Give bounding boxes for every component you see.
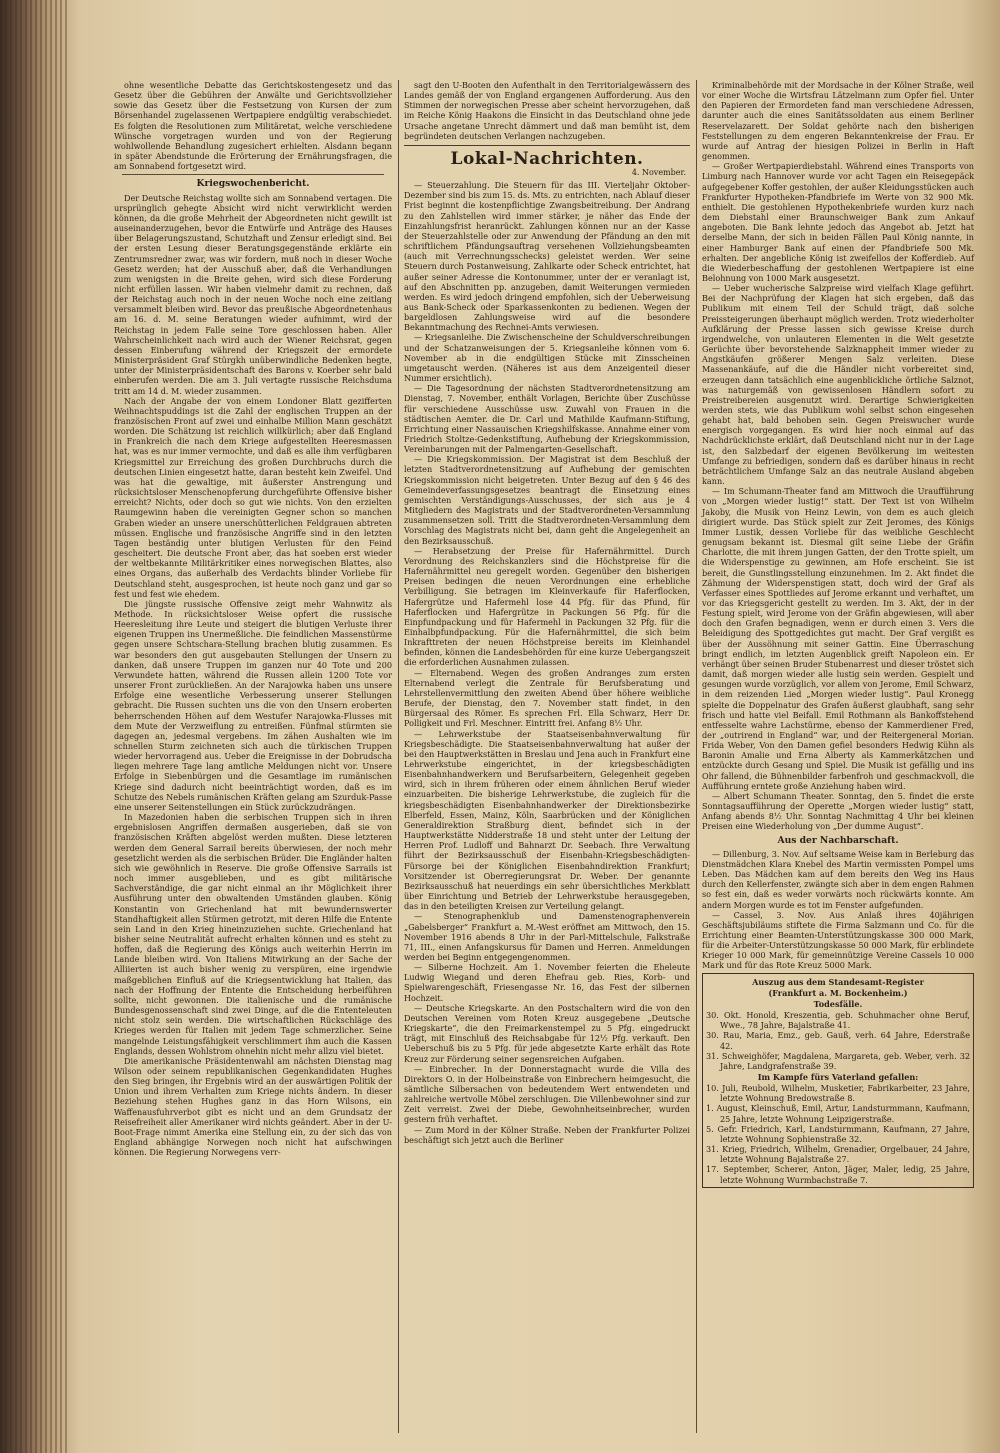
news-item: — Cassel, 3. Nov. Aus Anlaß ihres 40jährigen Geschäftsjubiläums stiftete die Firma Salzmann und Co. für die Errichtung einer Beamten-Unterstützungskasse 300 000 Mark, für die Arbeiter-Unterstützungskasse 50 000 Mark, für erblindete Krieger 10 000 Mark, für gemeinnützige Vereine Cassels 10 000 Mark und für das Rote Kreuz 5000 Mark. xyxy=(702,909,974,971)
registry-entry: 31. Schweighöfer, Magdalena, Margareta, geb. Weber, verh. 32 Jahre, Landgrafenstraße 39. xyxy=(706,1050,970,1071)
book-binding-edge xyxy=(0,0,70,1453)
news-item: — Steuerzahlung. Die Steuern für das III. Vierteljahr Oktober-Dezember sind bis zum 15. ds. Mts. zu entrichten, nach Ablauf dieser Frist beginnt die kostenpflichtige Zwangsbeitreibung. Der Andrang zu den Zahlstellen wird immer stärker, je näher das Ende der Einzahlungsfrist heranrückt. Zahlungen können nur an der Kasse der Steuerzahlstelle oder zur Anwendung der Pfändung an den mit schriftlichem Pfändungsauftrag versehenen Vollziehungsbeamten (auch mit Verrechnungsschecks) geleistet werden. Wer seine Steuern durch Postanweisung, Zahlkarte oder Scheck entrichtet, hat außer seiner Adresse die Kontonummer, unter der er veranlagt ist, auf den Abschnitten pp. anzugeben, damit Weiterungen vermieden werden. Es wird jedoch dringend empfohlen, sich der Ueberweisung aus Bank-Scheck oder Sparkassenkonten zu bedienen. Wegen der bargeldlosen Zahlungsweise wird auf die besondere Bekanntmachung des Rechnei-Amts verwiesen. xyxy=(404,180,690,333)
column-middle xyxy=(398,80,696,1431)
registry-entry: 31. Krieg, Friedrich, Wilhelm, Grenadier, Orgelbauer, 24 Jahre, letzte Wohnung Bajalstraße 27. xyxy=(706,1144,970,1165)
news-item: — Großer Wertpapierdiebstahl. Während eines Transports von Limburg nach Hannover wurde vor acht Tagen ein Reisegepäck aufgegebener Koffer gestohlen, der außer Kleidungsstücken auch Frankfurter Hypotheken-Pfandbriefe im Werte von 32 900 Mk. enthielt. Die gestohlenen Hypothekenbriefe wurden kurz nach dem Diebstahl einer Braunschweiger Bank zum Ankauf angeboten. Die Bank lehnte jedoch das Angebot ab. Jetzt hat derselbe Mann, der sich in beiden Fällen Paul König nannte, in einer Hamburger Bank auf einen der Pfandbriefe 500 Mk. erhalten. Der angebliche König ist zweifellos der Kofferdieb. Auf die Wiederbeschaffung der gestohlenen Wertpapiere ist eine Belohnung von 1000 Mark ausgesetzt. xyxy=(702,161,974,283)
article-paragraph: Die amerikanische Präsidentenwahl am nächsten Dienstag mag Wilson oder seinem republikanischen Gegenkandidaten Hughes den Sieg bringen, ihr Ergebnis wird an der auswärtigen Politik der Union und ihrem Verhalten zum Kriege nichts ändern. In dieser Beziehung stehen Hughes ganz in das Horn Wilsons, ein Waffenausfuhrverbot gibt es nicht und an dem Grundsatz der Reisefreiheit aller Amerikaner wird nichts geändert. Aber in der U-Boot-Frage nimmt Amerika eine Stellung ein, zu der sich das von England abhängige Norwegen noch nicht hat aufschwingen können. Die Regierung Norwegens verr- xyxy=(114,1055,392,1158)
news-item: — Stenographenklub und Damenstenographenverein „Gabelsberger“ Frankfurt a. M.-West eröffnet am Mittwoch, den 15. November 1916 abends 8 Uhr in der Parl-Mittelschule, Falkstraße 71, III., einen Anfangskursus für Damen und Herren. Anmeldungen werden bei Beginn entgegengenommen. xyxy=(404,911,690,962)
intro-paragraph: ohne wesentliche Debatte das Gerichtskostengesetz und das Gesetz über die Gebühren der Anwälte und Gerichtsvollzieher sowie das Gesetz über die Festsetzung von Kursen der zum Börsenhandel zugelassenen Wertpapiere endgültig verabschiedet. Es folgten die Resolutionen zum Militäretat, welche verschiedene Wünsche vorgetragen wurden und von der Regierung wohlwollende Behandlung zugesichert erhielten. Alsdann begann in später Abendstunde die Erörterung der Ernährungsfragen, die am Sonnabend fortgesetzt wird. xyxy=(114,80,392,172)
news-item: — Im Schumann-Theater fand am Mittwoch die Uraufführung von „Morgen wieder lustig!“ statt. Der Text ist von Wilhelm Jakoby, die Musik von Heinz Lewin, von dem es auch gleich dirigiert wurde. Das Stück spielt zur Zeit Jeromes, des Königs Immer Lustik, dessen Vorliebe für das weibliche Geschlecht genugsam bekannt ist. Diesmal gilt seine Liebe der Gräfin Charlotte, die mit ihrem jungen Gatten, der den Trotte spielt, um die Widerspenstige zu gewinnen, am Hofe erscheint. Sie ist bereit, die Gunstlingsstellung einzunehmen. Im 2. Akt findet die Zähmung der Widerspenstigen statt, doch wird der Graf als Verfasser eines Spottliedes auf Jerome erkannt und verhaftet, um vor das Kriegsgericht gestellt zu werden. Im 3. Akt, der in der Festung spielt, wird Jerome von der Gräfin abgewiesen, will aber doch den Grafen begnadigen, wenn er durch einen 3. Vers die Beleidigung des Spottgedichtes gut macht. Der Graf vergißt es über der Aussöhnung mit seiner Gattin. Eine Überraschung bringt endlich, im letzten Augenblick greift Napoleon ein. Er verhängt über seinen Bruder Stubenarrest und dieser tröstet sich damit, daß morgen wieder alle lustig sein werden. Gespielt und gesungen wurde vorzüglich, vor allem von Jerome, Emil Schwarz, in dem reizenden Lied „Morgen wieder lustig“. Paul Kronegg spielte die Doppelnatur des Grafen äußerst glaubhaft, sang sehr frisch und hatte viel Beifall. Emil Rothmann als Bankoffstehend entfesselte wahre Lachstürme, ebenso der Kammerdiener Fred, der „outrirend in England“ war, und der Reitergeneral Morian. Frida Weber, Von den Damen gefiel besonders Hedwig Kühn als Baronin Amalie und Erna Alberty als Kammerkätzchen und entzückte durch Gesang und Spiel. Die Musik ist gefällig und ins Ohr fallend, die Bühnenbilder farbenfroh und geschmackvoll, die Aufführung erntete große Anziehung haben wird. xyxy=(702,486,974,791)
news-item: — Herabsetzung der Preise für Hafernährmittel. Durch Verordnung des Reichskanzlers sind die Höchstpreise für die Hafernährmittel neu geregelt worden. Gegenüber den bisherigen Preisen bedingen die neuen Verordnungen eine erhebliche Verbilligung. Sie betragen im Kleinverkaufe für Haferflocken, Hafergrütze und Hafermehl lose 44 Pfg. für das Pfund, für Haferflocken und Hafergrütze in Packungen 56 Pfg. für die Einpfundpackung und für Hafermehl in Packungen 32 Pfg. für die Einhalbpfundpackung. Für die Hafernährmittel, die sich beim Inkrafttreten der neuen Höchstpreise bereits im Kleinhandel befinden, können die Landesbehörden für eine kurze Uebergangszeit die erforderlichen Ausnahmen zulassen. xyxy=(404,545,690,668)
dateline: 4. November. xyxy=(631,167,686,177)
article-paragraph: Nach der Angabe der von einem Londoner Blatt gezifferten Weihnachtspuddings ist die Zahl der englischen Truppen an der französischen Front auf zwei und einhalbe Million Mann geschätzt worden. Die Schätzung ist reichlich willkürlich; aber daß England in Frankreich die nach dem Kriege aufgestellten Heeresmassen hat, was es nur immer vermochte, und daß es alle ihm verfügbaren Kriegsmittel zur Erreichung des großen Durchbruchs durch die deutschen Linien eingesetzt hatte, daran besteht kein Zweifel. Und was hat die gewaltige, mit äußerster Anstrengung und rücksichtsloser Menschenopferung durchgeführte Offensive bisher erreicht? Nichts, oder doch so gut wie nichts. Von den erzielten Raumgewinn haben die vereinigten Gegner schon so manchen Graben wieder an unsere unerschütterlichen Feldgrauen abtreten müssen. Englische und französische Angriffe sind in den letzten Tagen beständig unter blutigen Verlusten für den Feind gescheitert. Die deutsche Front aber, das hat soeben erst wieder der weltbekannte Militärkritiker eines norwegischen Blattes, also eines Organs, das außerhalb des Verdachts blinder Vorliebe für Deutschland steht, ausgesprochen, ist heute noch ganz und gar so fest und fest wie ehedem. xyxy=(114,395,392,599)
article-paragraph: In Mazedonien haben die serbischen Truppen sich in ihren ergebnislosen Angriffen dermaßen ausgerieben, daß sie von französischen Kräften abgelöst werden mußten. Diese letzteren werden dem General Sarrail bereits überwiesen, der noch mehr gesetzlicht werden als die serbischen Brüder. Die Engländer halten sich wie gewöhnlich in Reserve. Die große Offensive Sarrails ist noch immer ausgeblieben, und es gibt militärische Sachverständige, die gar nicht einmal an ihr Möglichkeit ihrer Ausführung unter den obwaltenden Umständen glauben. König Konstantin von Griechenland hat mit bewundernswerter Standhaftigkeit allen Stürmen getrotzt, mit deren Hilfe die Entente sein Land in den Krieg hineinzuziehen suchte. Griechenland hat bisher seine Neutralität aufrecht erhalten können und es steht zu hoffen, daß die Regierung des Königs auch weiterhin Herrin im Lande bleiben wird. Von Italiens Mitwirkung an der Sache der Alliierten ist auch bisher wenig zu verspüren, eine irgendwie maßgeblichen Einfluß auf die Kriegsentwicklung hat Italien, das nach der Hoffnung der Entente die Entscheidung herbeiführen sollte, nicht gewonnen. Die italienische und die rumänische Bundesgenossenschaft sind zwei Dinge, auf die die Ententeleuten nicht stolz sein werden. Die wirtschaftlichen Rückschläge des Krieges werden für Italien mit jedem Tage schmerzlicher. Seine mangelnde Leistungsfähigkeit verschlimmert ihm auch die Kassen Englands, dessen Wohlstrom ohnehin nicht mehr allzu viel bietet. xyxy=(114,812,392,1056)
news-item: — Albert Schumann Theater. Sonntag, den 5. findet die erste Sonntagsaufführung der Operette „Morgen wieder lustig“ statt, Anfang abends 8½ Uhr. Sonntag Nachmittag 4 Uhr bei kleinen Preisen eine Wiederholung von „Der dumme August“. xyxy=(702,790,974,832)
registry-section-deaths: Todesfälle. xyxy=(813,998,863,1009)
registry-title: Auszug aus dem Standesamt-Register xyxy=(752,976,924,987)
article-paragraph: Die jüngste russische Offensive zeigt mehr Wahnwitz als Methode. In rücksichtsloser Weise opfert die russische Heeresleitung ihre Leute und steigert die blutigen Verluste ihrer eigenen Truppen ins Unermeßliche. Die feindlichen Massenstürme gegen unsere Schtschara-Stellung brachen blutig zusammen. Es war besonders den gut ausgebauten Stellungen der Unsern zu danken, daß unsere Truppen im ganzen nur 40 Tote und 200 Verwundete hatten, während die Russen allein 1200 Tote vor unserer Front zurückließen. An der Narajowka haben uns unsere Erfolge eine wesentliche Verbesserung unserer Stellungen gebracht. Die Russen suchten uns die von den Unsern eroberten beherrschenden Höhen auf dem Westufer Narajowka-Flusses mit dem Mute der Verzweiflung zu entreißen. Fünfmal stürmten sie dagegen an, jedesmal vergebens. Im zähen Aushalten wie im schnellen Sturm zeichneten sich auch die türkischen Truppen wieder hervorragend aus. Ueber die Ereignisse in der Dobrudscha liegen mehrere Tage lang amtliche Meldungen nicht vor. Unsere Erfolge in Siebenbürgen und die Gesamtlage im rumänischen Kriege sind dadurch nicht beeinträchtigt worden, daß es im Schutze des Nebels rumänischen Kräften gelang am Szurduk-Passe eine unserer Seitenstellungen ein Stück zurückzudrängen. xyxy=(114,598,392,812)
news-item: — Zum Mord in der Kölner Straße. Neben der Frankfurter Polizei beschäftigt sich jetzt auch die Berliner xyxy=(404,1124,690,1145)
section-title-local-news: Lokal-Nachrichten. xyxy=(450,148,644,169)
section-divider xyxy=(122,174,384,175)
article-paragraph: sagt den U-Booten den Aufenthalt in den Territorialgewässern des Landes gemäß der von England ergangenen Aufforderung. Aus den Stimmen der norwegischen Presse aber scheint hervorzugehen, daß im Reiche König Haakons die Einsicht in das Deutschland ohne jede Ursache angetane Unrecht dämmert und daß man bemüht ist, dem begründeten deutschen Verlangen nachzugeben. xyxy=(404,80,690,141)
news-item: — Ueber wucherische Salzpreise wird vielfach Klage geführt. Bei der Nachprüfung der Klagen hat sich ergeben, daß das Publikum mit einem Teil der Schuld trägt, daß solche Preissteigerungen überhaupt möglich werden. Trotz wiederholter Aufklärung der Presse lassen sich gewisse Kreise durch irgendwelche, von unlauteren Elementen in die Welt gesetzte Gerüchte über bevorstehende Salzknappheit immer wieder zu Angstkäufen größerer Mengen Salz verleiten. Diese Massenankäufe, auf die die Händler nicht vorbereitet sind, erzeugen dann tatsächlich eine augenblickliche örtliche Salznot, was naturgemäß von gewissenlosen Händlern sofort zu Preistreibereien ausgenutzt wird. Derartige Schwierigkeiten werden stets, wie das Publikum wohl selbst schon eingesehen gehabt hat, bald behoben sein. Gegen Preiswucher wurde energisch vorgegangen. Es wird hier noch einmal auf das Nachdrücklichste erklärt, daß Deutschland nicht nur in der Lage ist, den Salzbedarf der eigenen Bevölkerung im weitesten Umfange zu befriedigen, sondern daß es darüber hinaus in recht beträchtlichem Umfange Salz an das neutrale Ausland abgeben kann. xyxy=(702,283,974,487)
news-item: — Die Tagesordnung der nächsten Stadtverordnetensitzung am Dienstag, 7. November, enthält Vorlagen, Berichte über Zuschüsse für verschiedene Ausschüsse usw. Zuwahl von Frauen in die städtischen Aemter. die Dr. Carl und Mathilde Kaufmann-Stiftung, Errichtung einer Nassauischen Kriegshilfskasse. Annahme einer vom Friedrich Stoltze-Gedenkstiftung, Aufhebung der Kriegskommission, Vereinbarungen mit der Palmengarten-Gesellschaft. xyxy=(404,383,690,455)
news-item: — Dillenburg, 3. Nov. Auf seltsame Weise kam in Berleburg das Dienstmädchen Klara Knebel des Martin vermissten Pompel ums Leben. Das Mädchen kam auf dem bereits den Weg ins Haus durch den Kellerfenster, zwängte sich aber in dem engen Rahmen so fest ein, daß es weder vorwärts noch rückwärts konnte. Am andern Morgen wurde es tot im Fenster aufgefunden. xyxy=(702,848,974,910)
registry-entry: 30. Okt. Honold, Kreszentia, geb. Schuhmacher ohne Beruf, Wwe., 78 Jahre, Bajalstraße 41. xyxy=(706,1010,970,1031)
registry-entry: 5. Gefr. Friedrich, Karl, Landsturmmann, Kaufmann, 27 Jahre, letzte Wohnung Sophienstraße 32. xyxy=(706,1123,970,1144)
article-paragraph: Der Deutsche Reichstag wollte sich am Sonnabend vertagen. Die ursprünglich gehegte Absicht wird nicht verwirklicht werden können, da die große Mehrheit der Abgeordneten nicht gewillt ist auseinanderzugehen, bevor die Entwürfe und Anträge des Hauses über Belagerungszustand, Schutzhaft und Zensur erledigt sind. Bei der ersten Lesung dieser Beratungsgegenstände erklärte ein Zentrumsredner zwar, was wir fordern, muß noch in dieser Woche Gesetz werden; hat der Ausschuß aber, daß die Verhandlungen zum wenigsten in die Breite gehen, wird sich diese Forderung nicht erfüllen lassen. Wir haben vielmehr damit zu rechnen, daß der Reichstag auch noch in der neuen Woche noch eine zeitlang versammelt bleiben wird. Bevor das preußische Abgeordnetenhaus am 16. d. M. seine Beratungen wieder aufnimmt, wird der Reichstag in jedem Falle seine Tore geschlossen haben. Aller Wahrscheinlichkeit nach wird auch der Wiener Reichsrat, gegen dessen Einberufung während der Kriegszeit der ermordete Ministerpräsident Graf Stürgkh unüberwindliche Bedenken hegte, unter der Ministerpräsidentschaft des Barons v. Koerber sehr bald einberufen werden. Die am 3. Juli vertagte russische Reichsduma tritt am 14 d. M. wieder zusammen. xyxy=(114,192,392,396)
news-item: — Silberne Hochzeit. Am 1. November feierten die Eheleute Ludwig Wiegand und deren Ehefrau geb. Ries, Korb- und Spielwarengeschäft, Friesengasse Nr. 16, das Fest der silbernen Hochzeit. xyxy=(404,962,690,1003)
section-heading-neighborhood: Aus der Nachbarschaft. xyxy=(777,834,899,846)
civil-registry-box xyxy=(702,973,974,1188)
news-item: — Einbrecher. In der Donnerstagnacht wurde die Villa des Direktors O. in der Holbeinstraße von Einbrechern heimgesucht, die sämtliche Silbersachen von bedeutendem Wert entwendeten und zahlreiche wertvolle Möbel zerschlugen. Die Villenbewohner sind zur Zeit verreist. Zwei der Diebe, Gewohnheitseinbrecher, wurden gestern früh verhaftet. xyxy=(404,1063,690,1125)
section-divider xyxy=(404,145,690,146)
registry-entry: 1. August, Kleinschuß, Emil, Artur, Landsturmmann, Kaufmann, 25 Jahre, letzte Wohnung Leipzigerstraße. xyxy=(706,1103,970,1124)
registry-subtitle: (Frankfurt a. M. Bockenheim.) xyxy=(768,987,908,998)
news-item: — Lehrwerkstube der Staatseisenbahnverwaltung für Kriegsbeschädigte. Die Staatseisenbahnverwaltung hat außer der bei den Hauptwerkstätten in Breslau und Jena auch in Frankfurt eine Lehrwerkstube eingerichtet, in der kriegsbeschädigten Eisenbahnhandwerkern und Berufsarbeitern, Gelegenheit gegeben wird, sich in ihrem früheren oder einem ähnlichen Beruf wieder einzuarbeiten. Die bisherige Lehrwerkstube, die zugleich für die kriegsbeschädigten Eisenbahnhandwerker der Direktionsbezirke Elberfeld, Essen, Mainz, Köln, Saarbrücken und der Königlichen Generaldirektion Straßburg dient, befindet sich in der Hauptwerkstätte Nidderstraße 18 und steht unter der Leitung der Herren Prof. Ludloff und Bahnarzt Dr. Seebach. Ihre Verwaltung führt der Bezirksausschuß der Eisenbahn-Kriegsbeschädigten-Fürsorge bei der Königlichen Eisenbahndirektion Frankfurt; Vorsitzender ist Oberregierungsrat Dr. Weber. Der genannte Bezirksausschuß hat neuerdings ein sehr übersichtliches Merkblatt über Einrichtung und Betrieb der Lehrwerkstube herausgegeben, das in den beteiligten Kreisen zur Verteilung gelangt. xyxy=(404,728,690,912)
registry-entry: 10. Juli, Reubold, Wilhelm, Musketier, Fabrikarbeiter, 23 Jahre, letzte Wohnung Bredowstraße 8. xyxy=(706,1083,970,1104)
news-item: — Elternabend. Wegen des großen Andranges zum ersten Elternabend verlegt die Zentrale für Berufsberatung und Lehrstellenvermittlung den zweiten Abend über höhere weibliche Berufe, der Dienstag, den 7. November statt findet, in den Bürgersaal des Römer. Es sprechen Frl. Ella Schwarz, Herr Dr. Polligkeit und Frl. Meschner. Eintritt frei. Anfang 8½ Uhr. xyxy=(404,667,690,729)
news-item: — Kriegsanleihe. Die Zwischenscheine der Schuldverschreibungen und der Schatzanweisungen der 5. Kriegsanleihe können vom 6. November ab in die endgültigen Stücke mit Zinsscheinen umgetauscht werden. (Näheres ist aus dem Anzeigenteil dieser Nummer ersichtlich). xyxy=(404,332,690,384)
column-left xyxy=(108,80,398,1431)
registry-section-fallen: Im Kampfe fürs Vaterland gefallen: xyxy=(757,1072,919,1082)
news-item: Kriminalbehörde mit der Mordsache in der Kölner Straße, weil vor einer Woche die Wirtsfrau Lätzelmann zum Opfer fiel. Unter den Papieren der Ermordeten fand man verschiedene Adressen, darunter auch die eines Sanitätssoldaten aus einem Berliner Reservelazarett. Der Soldat gehörte nach den bisherigen Feststellungen zu dem engeren Bekanntenkreise der Frau. Er wurde auf Antrag der hiesigen Polizei in Berlin in Haft genommen. xyxy=(702,80,974,162)
registry-entry: 17. September, Scherer, Anton, Jäger, Maler, ledig, 25 Jahre, letzte Wohnung Wurmbachstraße 7. xyxy=(706,1164,970,1185)
column-right xyxy=(696,80,980,1431)
registry-entry: 30. Rau, Maria, Emz., geb. Gauß, verh. 64 Jahre, Ederstraße 42. xyxy=(706,1030,970,1051)
news-item: — Deutsche Kriegskarte. An den Postschaltern wird die von den Deutschen Vereinen vom Roten Kreuz ausgegebene „Deutsche Kriegskarte“, die den Freimarkenstempel zu 5 Pfg. eingedruckt trägt, mit Einschluß des Reichsabgabe für 12½ Pfg. verkauft. Den Ueberschuß bis zu 5 Pfg. für jede abgesetzte Karte erhält das Rote Kreuz zur Förderung seiner segensreichen Aufgaben. xyxy=(404,1002,690,1064)
news-item: — Die Kriegskommission. Der Magistrat ist dem Beschluß der letzten Stadtverordnetensitzung auf Aufhebung der gemischten Kriegskommission nicht beigetreten. Unter Bezug auf den § 46 des Gemeindeverfassungsgesetzes beantragt die Einsetzung eines gemischten Verständigungs-Ausschusses, der sich aus je 4 Mitgliedern des Magistrats und der Stadtverordneten-Versammlung zusammensetzen soll. Tritt die Stadtverordneten-Versammlung dem Vorschlag des Magistrats nicht bei, dann geht die Angelegenheit an den Bezirksausschuß. xyxy=(404,454,690,546)
section-heading-war-report: Kriegswochenbericht. xyxy=(196,178,310,190)
